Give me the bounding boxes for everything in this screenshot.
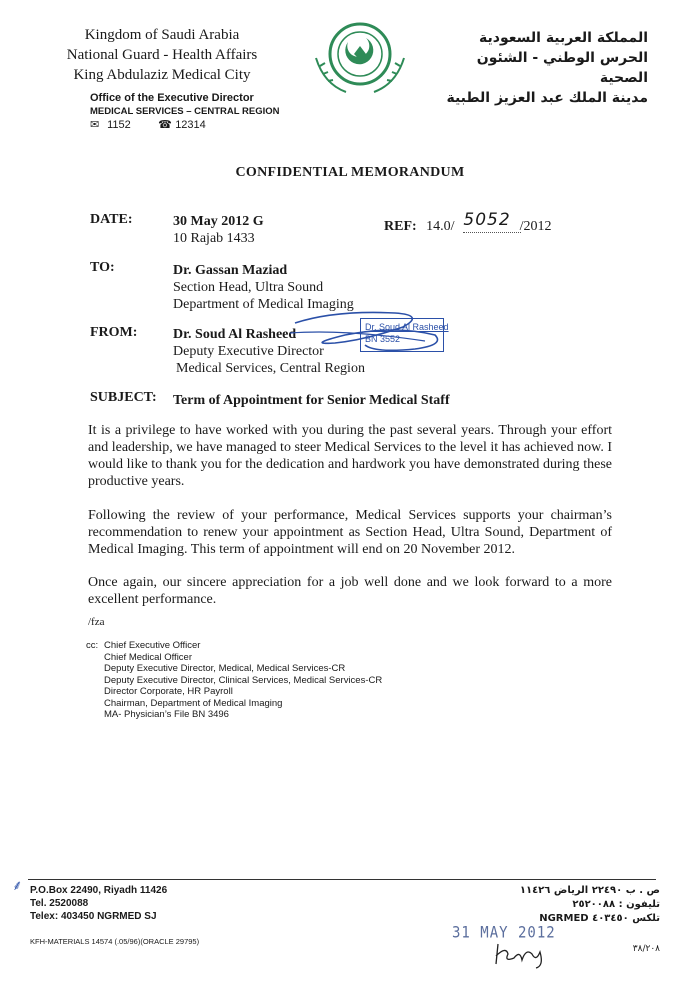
to-name: Dr. Gassan Maziad [173, 263, 288, 278]
footer-arabic-telex: تلكس ٤٠٣٤٥٠ NGRMED [539, 913, 660, 924]
ref-suffix: /2012 [519, 219, 552, 234]
cc-recipient: Chief Executive Officer [104, 640, 201, 651]
footer-contact-english [30, 884, 167, 923]
ref-underline [463, 232, 521, 233]
national-guard-emblem-icon [310, 14, 410, 96]
memo-title: CONFIDENTIAL MEMORANDUM [235, 165, 465, 180]
from-label: FROM: [90, 325, 138, 340]
from-position: Deputy Executive Director [173, 344, 324, 359]
received-initials-signature-icon [492, 940, 552, 970]
stamp-badge: BN 3552 [365, 334, 401, 344]
letterhead-arabic-line-2: الحرس الوطني - الشئون الصحية [476, 50, 648, 86]
date-gregorian: 30 May 2012 G [173, 214, 264, 229]
office-title: Office of the Executive Director [90, 92, 254, 104]
cc-list [104, 640, 382, 721]
footer-po-box: P.O.Box 22490, Riyadh 11426 [30, 885, 168, 896]
body-paragraph-3: Once again, our sincere appreciation for a job well done and we look forward to a more excellent performance. [88, 575, 612, 607]
mailbox-icon: ✉ [90, 119, 100, 131]
ref-label: REF: [384, 219, 417, 234]
cc-recipient: Deputy Executive Director, Medical, Medical Services-CR [104, 663, 346, 674]
office-block [90, 92, 280, 132]
letterhead-arabic-line-3: مدينة الملك عبد العزيز الطبية [446, 90, 648, 106]
footer-telex: Telex: 403450 NGRMED SJ [30, 911, 157, 922]
office-subtitle: MEDICAL SERVICES – CENTRAL REGION [90, 106, 280, 117]
body-paragraph-2: Following the review of your performance, Medical Services supports your chairman’s recommendation to renew your appointment as Section Head, Ultra Sound, Department of Medical Imaging. This term of appointment will end on 20 November 2012. [88, 508, 612, 557]
footer-arabic-tel: تليفون : ٢٥٢٠٠٨٨ [572, 899, 660, 910]
to-label: TO: [90, 260, 115, 275]
from-department: Medical Services, Central Region [176, 361, 365, 376]
letterhead-arabic [438, 28, 648, 108]
body-paragraph-1: It is a privilege to have worked with you during the past several years. Through your effort and leadership, we have managed to steer Medical Services to the level it has achieved now. I would like to thank you for the dedication and hardwork you have demonstrated during these productive years. [88, 423, 612, 489]
date-label: DATE: [90, 212, 133, 227]
footer-arabic-po: ص . ب ٢٢٤٩٠ الرياض ١١٤٢٦ [519, 885, 660, 896]
mailbox-number: 1152 [107, 119, 131, 131]
cc-recipient: MA- Physician’s File BN 3496 [104, 709, 229, 720]
letterhead-line-1: Kingdom of Saudi Arabia [84, 27, 240, 43]
to-department: Department of Medical Imaging [173, 297, 354, 312]
office-contacts [90, 119, 280, 132]
date-hijri: 10 Rajab 1433 [173, 231, 255, 246]
received-date-stamp: 31 MAY 2012 [452, 923, 556, 943]
from-name: Dr. Soud Al Rasheed [173, 327, 297, 342]
stamp-name: Dr. Soud Al Rasheed [365, 322, 449, 332]
phone-extension: 12314 [175, 119, 206, 131]
letterhead-english [62, 25, 262, 85]
letterhead-line-3: King Abdulaziz Medical City [73, 67, 251, 83]
cc-recipient: Director Corporate, HR Payroll [104, 686, 233, 697]
footer-divider [28, 879, 656, 880]
typist-initials: /fza [88, 616, 105, 628]
footer-tel: Tel. 2520088 [30, 898, 89, 909]
subject-text: Term of Appointment for Senior Medical Staff [173, 393, 450, 408]
to-position: Section Head, Ultra Sound [173, 280, 324, 295]
ref-prefix: 14.0/ [426, 219, 455, 234]
ref-number: 5052 [463, 210, 511, 230]
footer-contact-arabic [520, 884, 660, 926]
cc-recipient: Chief Medical Officer [104, 651, 192, 663]
cc-recipient: Deputy Executive Director, Clinical Services, Medical Services-CR [104, 674, 383, 686]
telephone-icon: ☎ [158, 119, 172, 131]
footer-materials-code: KFH-MATERIALS 14574 (.05/96)(ORACLE 29795) [30, 937, 200, 946]
cc-recipient: Chairman, Department of Medical Imaging [104, 697, 283, 709]
signature-icon [275, 305, 455, 365]
margin-mark-icon: ⸙ [12, 879, 23, 894]
subject-label: SUBJECT: [90, 390, 157, 405]
footer-arabic-code: ٣٨/٢٠٨ [632, 944, 660, 954]
date-value [173, 213, 264, 247]
cc-label: cc: [86, 640, 99, 651]
letterhead-line-2: National Guard - Health Affairs [66, 47, 258, 63]
letterhead-arabic-line-1: المملكة العربية السعودية [479, 30, 648, 46]
